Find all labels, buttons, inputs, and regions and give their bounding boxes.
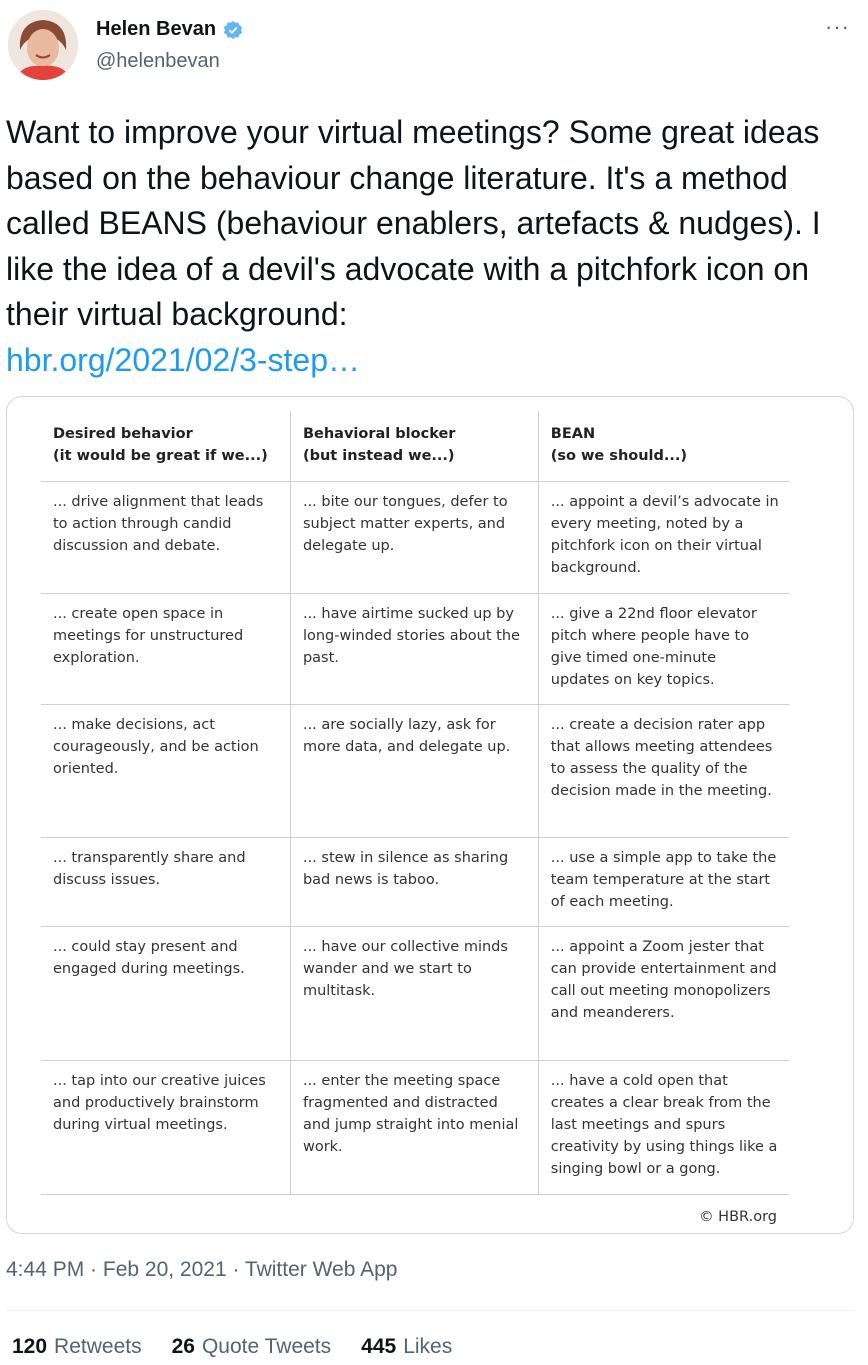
more-options-icon[interactable]: ··· [825,14,850,39]
image-card[interactable] [6,396,854,1234]
table-cell: ... have our collective minds wander and we start to multitask. [290,927,538,1061]
tweet-text [6,110,856,383]
table-cell: ... have a cold open that creates a clear break from the last meetings and spurs creativity by using things like a singing bowl or a gong. [538,1061,789,1195]
header-title: BEAN [550,426,596,442]
quote-tweets-label: Quote Tweets [201,1335,332,1358]
table-cell: ... have airtime sucked up by long-winded stories about the past. [290,594,538,705]
table-cell: ... create a decision rater app that allows meeting attendees to assess the quality of the decision made in the meeting. [538,705,789,838]
header-sub: (so we should...) [550,448,688,464]
table-header-row [41,411,789,482]
header-bean [538,411,789,482]
table-cell: ... bite our tongues, defer to subject matter experts, and delegate up. [290,482,538,594]
tweet-link[interactable]: hbr.org/2021/02/3-step… [6,341,361,378]
likes-stat[interactable] [361,1335,452,1359]
retweets-stat[interactable] [12,1335,142,1359]
author-name[interactable]: Helen Bevan [96,18,217,40]
verified-badge-icon [222,19,244,41]
header-desired-behavior [41,411,290,482]
author-name-row[interactable] [96,18,244,41]
table-row [41,482,789,594]
divider [6,1310,854,1311]
header-behavioral-blocker [290,411,538,482]
table-cell: ... drive alignment that leads to action through candid discussion and debate. [41,482,290,594]
table-row [41,927,789,1061]
table-cell: ... create open space in meetings for unstructured exploration. [41,594,290,705]
tweet-body: Want to improve your virtual meetings? Some great ideas based on the behaviour change literature. It's a method called BEANS (behaviour enablers, artefacts & nudges). I like the idea of a devil's advocate with a pitchfork icon on their virtual background: [6,114,821,332]
table-cell: ... appoint a Zoom jester that can provide entertainment and call out meeting monopolizers and meanderers. [538,927,789,1061]
table-cell: ... appoint a devil’s advocate in every meeting, noted by a pitchfork icon on their virtual background. [538,482,789,594]
table-cell: ... use a simple app to take the team temperature at the start of each meeting. [538,838,789,927]
retweets-count: 120 [12,1335,48,1358]
copyright: © HBR.org [699,1209,777,1225]
header-title: Desired behavior [53,426,193,442]
engagement-stats [12,1335,452,1359]
header-sub: (but instead we...) [302,448,455,464]
likes-label: Likes [403,1335,453,1358]
table-cell: ... make decisions, act courageously, and be action oriented. [41,705,290,838]
quote-tweets-stat[interactable] [172,1335,332,1359]
header-sub: (it would be great if we...) [53,448,268,464]
avatar[interactable] [8,10,78,80]
tweet-timestamp[interactable]: 4:44 PM · Feb 20, 2021 · Twitter Web App [6,1258,398,1281]
table-cell: ... transparently share and discuss issues. [41,838,290,927]
table-row [41,1061,789,1195]
author-handle[interactable]: @helenbevan [96,50,220,72]
table-cell: ... stew in silence as sharing bad news is taboo. [290,838,538,927]
table-cell: ... give a 22nd floor elevator pitch where people have to give timed one-minute updates on key topics. [538,594,789,705]
likes-count: 445 [361,1335,397,1358]
beans-table [41,411,789,1195]
quote-tweets-count: 26 [171,1335,195,1358]
table-row [41,705,789,838]
table-row [41,594,789,705]
table-cell: ... enter the meeting space fragmented and distracted and jump straight into menial work. [290,1061,538,1195]
table-row [41,838,789,927]
header-title: Behavioral blocker [302,426,456,442]
table-cell: ... tap into our creative juices and productively brainstorm during virtual meetings. [41,1061,290,1195]
table-cell: ... could stay present and engaged during meetings. [41,927,290,1061]
retweets-label: Retweets [54,1335,142,1358]
avatar-photo [8,10,78,80]
table-cell: ... are socially lazy, ask for more data, and delegate up. [290,705,538,838]
